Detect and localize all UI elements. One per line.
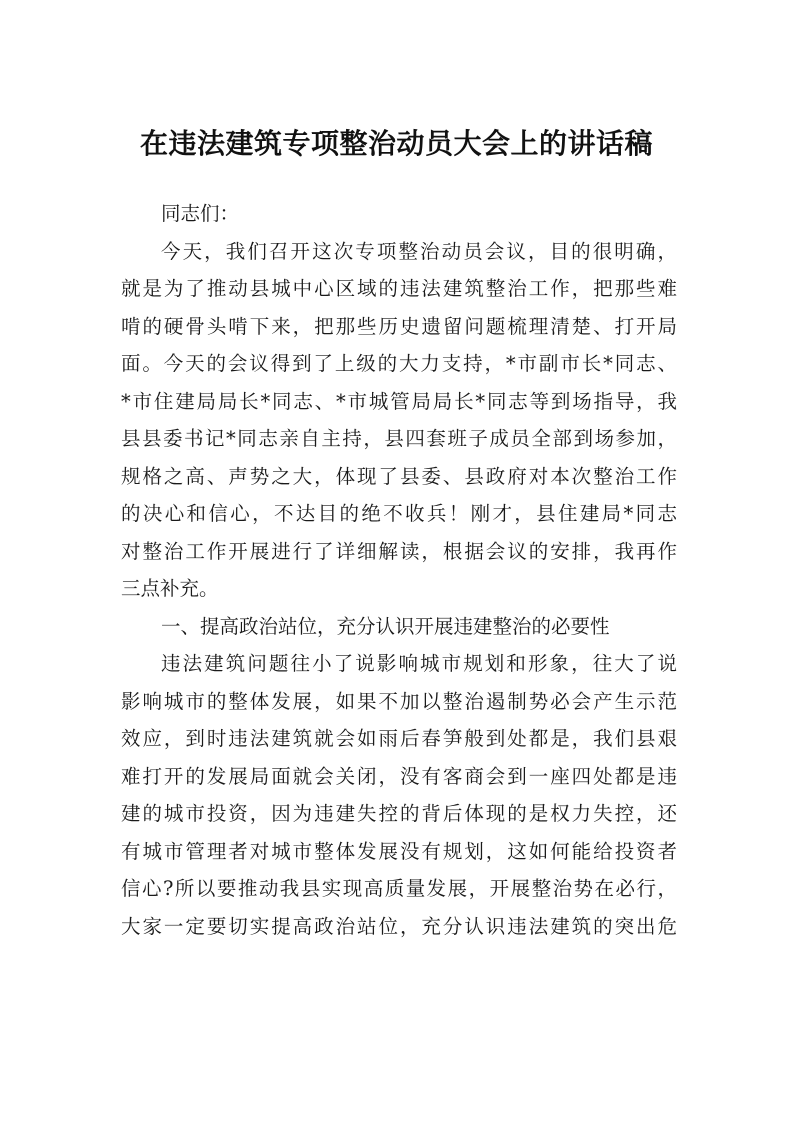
paragraph-first-line: 今天，我们召开这次专项整治动员会议，目的很明确， bbox=[161, 239, 677, 263]
speech-body bbox=[121, 195, 677, 945]
paragraph-line: 的决心和信心，不达目的绝不收兵！刚才，县住建局*同志 bbox=[121, 502, 677, 525]
paragraph-first-line: 违法建筑问题往小了说影响城市规划和形象，往大了说 bbox=[161, 652, 677, 675]
paragraph-line: 建的城市投资，因为违建失控的背后体现的是权力失控，还 bbox=[121, 802, 677, 825]
paragraph-line: 三点补充。 bbox=[121, 577, 219, 600]
paragraph-line: 效应，到时违法建筑就会如雨后春笋般到处都是，我们县艰 bbox=[121, 727, 677, 750]
paragraph-first-line: 同志们： bbox=[161, 202, 240, 225]
document-title: 在违法建筑专项整治动员大会上的讲话稿 bbox=[139, 127, 653, 160]
paragraph-line: 面。今天的会议得到了上级的大力支持，*市副市长*同志、 bbox=[121, 352, 677, 375]
paragraph-line: 影响城市的整体发展，如果不加以整治遏制势必会产生示范 bbox=[121, 689, 677, 713]
paragraph-line: *市住建局局长*同志、*市城管局局长*同志等到场指导，我 bbox=[121, 389, 677, 413]
paragraph-line: 大家一定要切实提高政治站位，充分认识违法建筑的突出危 bbox=[121, 914, 677, 938]
paragraph-line: 就是为了推动县城中心区域的违法建筑整治工作，把那些难 bbox=[121, 277, 677, 300]
paragraph-line: 啃的硬骨头啃下来，把那些历史遗留问题梳理清楚、打开局 bbox=[121, 314, 677, 338]
paragraph-line: 信心?所以要推动我县实现高质量发展，开展整治势在必行， bbox=[121, 877, 677, 900]
paragraph-line: 县县委书记*同志亲自主持，县四套班子成员全部到场参加， bbox=[121, 427, 677, 450]
paragraph-first-line: 一、提高政治站位，充分认识开展违建整治的必要性 bbox=[161, 614, 610, 638]
paragraph-line: 对整治工作开展进行了详细解读，根据会议的安排，我再作 bbox=[121, 539, 677, 563]
paragraph-line: 规格之高、声势之大，体现了县委、县政府对本次整治工作 bbox=[121, 464, 677, 488]
paragraph-line: 有城市管理者对城市整体发展没有规划，这如何能给投资者 bbox=[121, 839, 677, 863]
paragraph-line: 难打开的发展局面就会关闭，没有客商会到一座四处都是违 bbox=[121, 764, 677, 788]
